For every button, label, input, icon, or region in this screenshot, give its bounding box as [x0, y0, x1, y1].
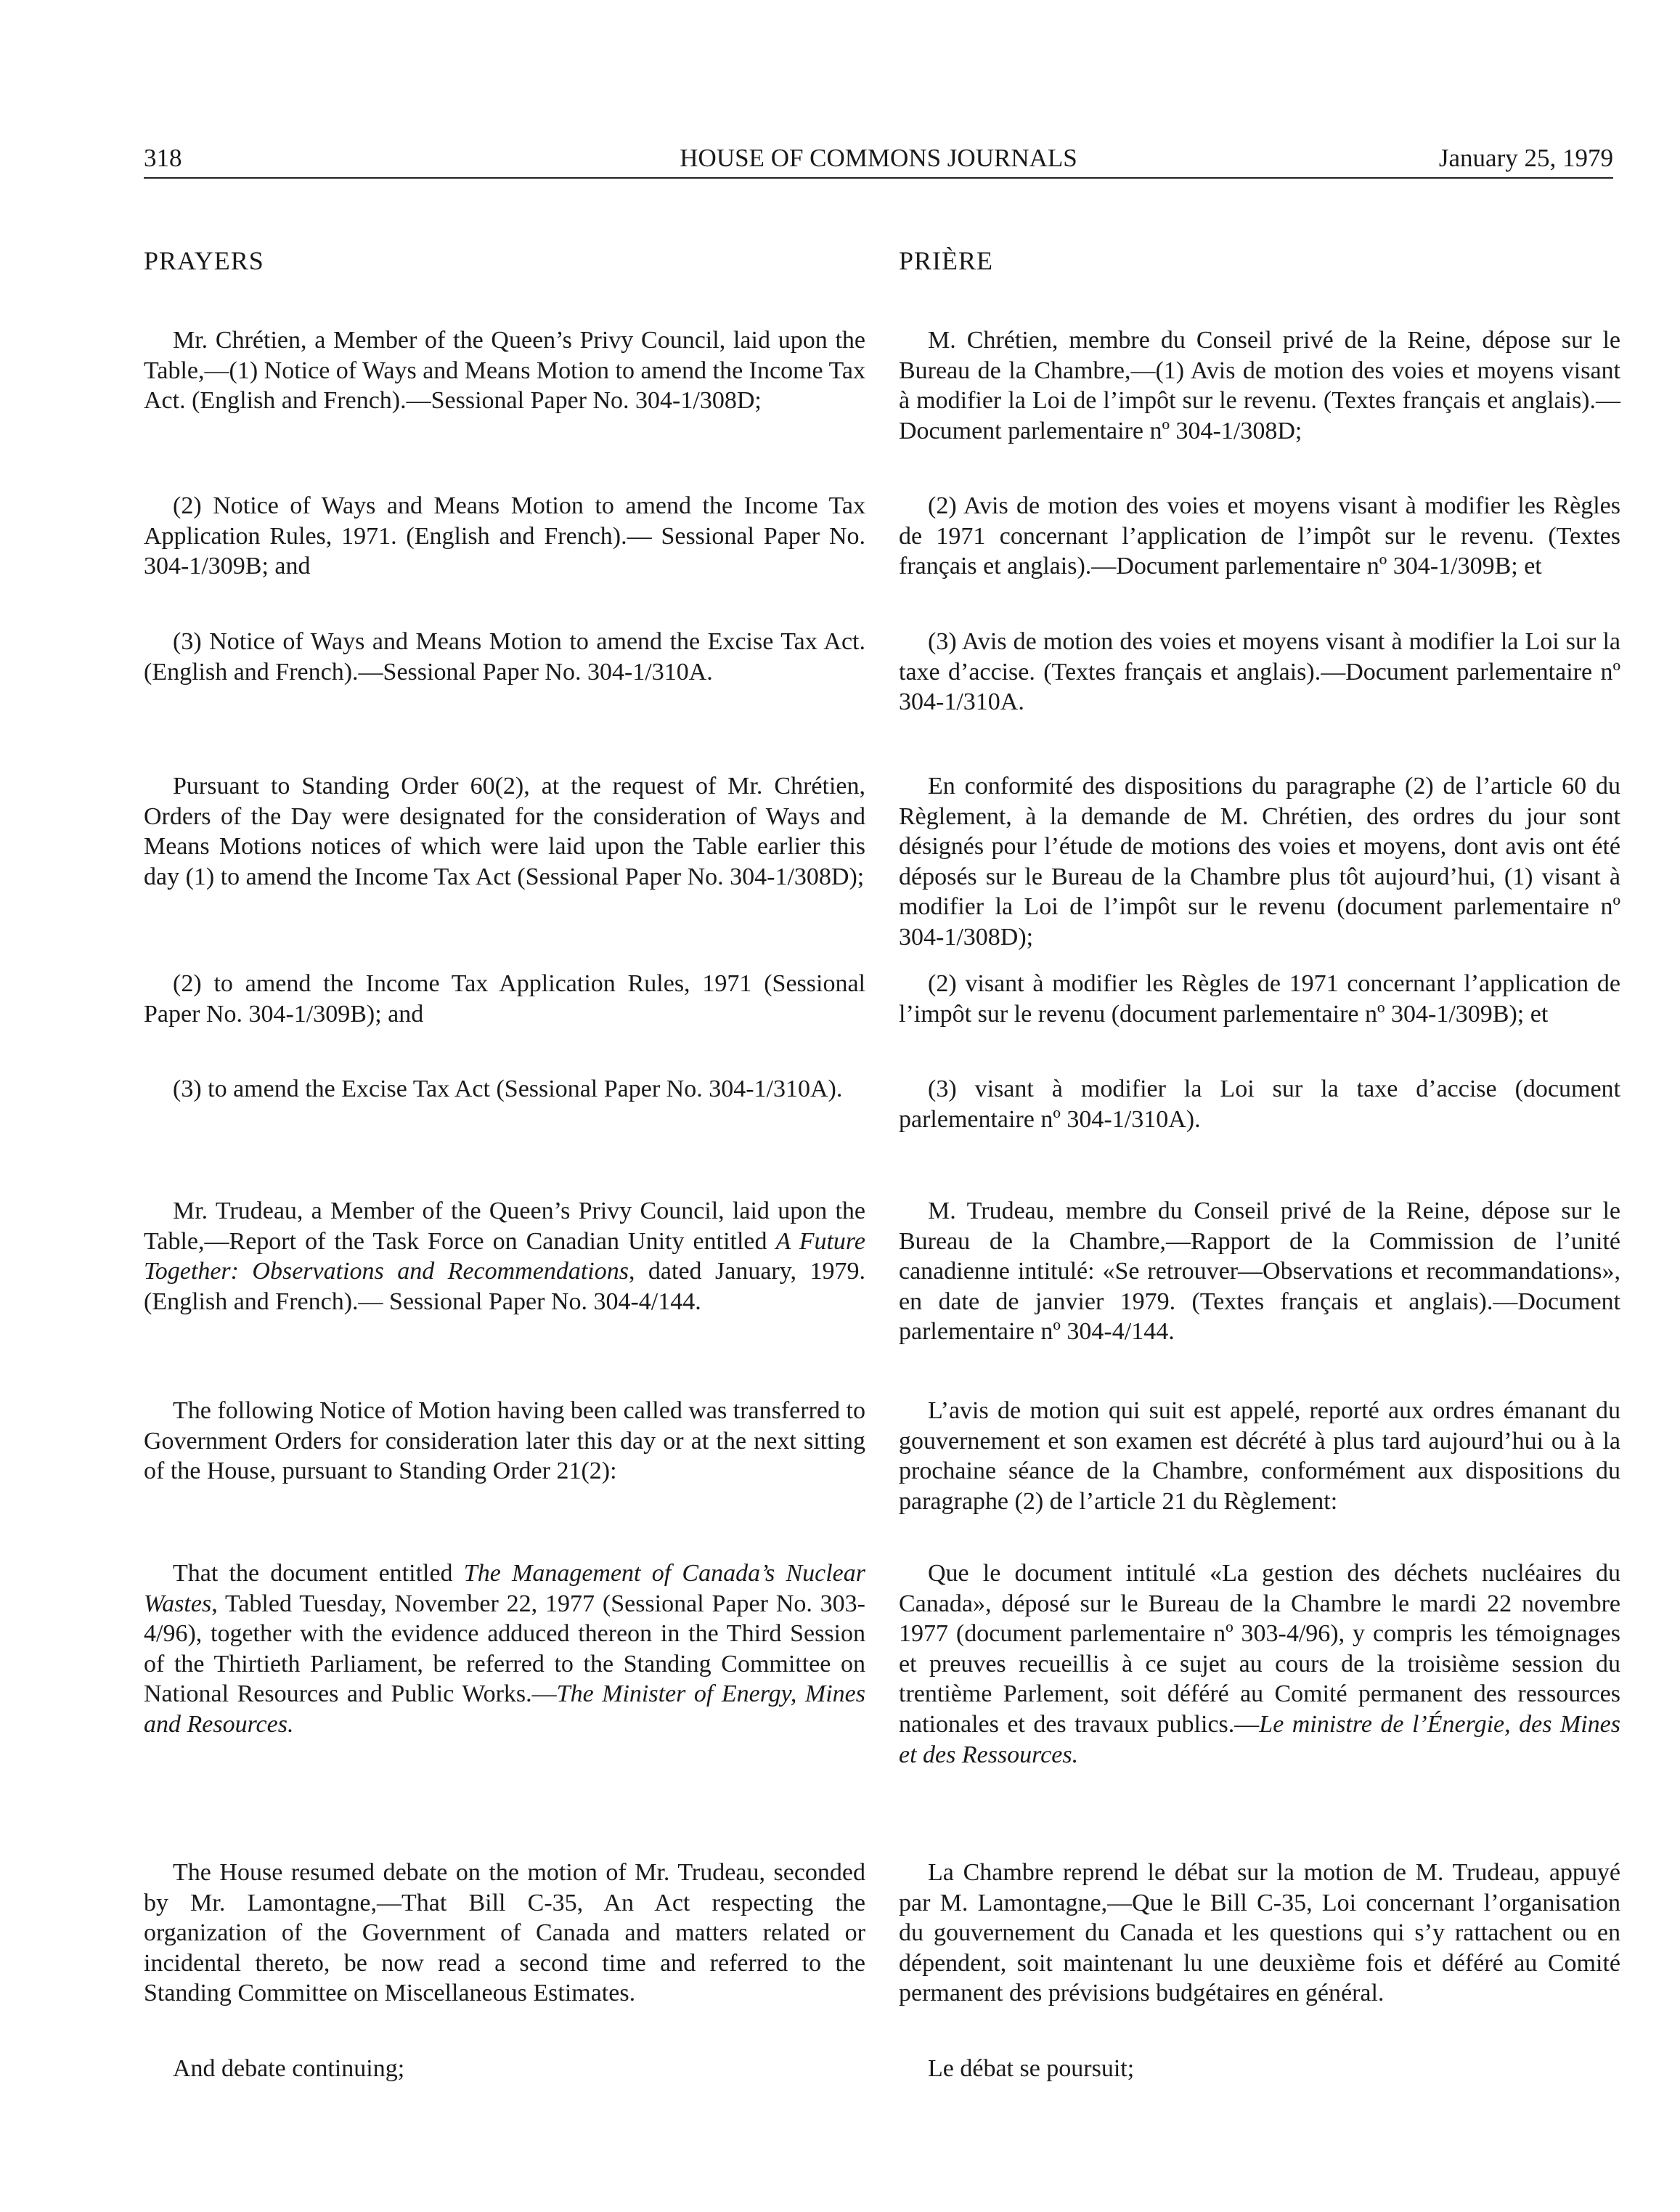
paragraph-fr-9 — [899, 1558, 1620, 1770]
paragraph-fr-6: (3) visant à modifier la Loi sur la taxe d’accise (document parlementaire nº 304-1/310A). — [899, 1075, 1620, 1133]
paragraph-fr-3: (3) Avis de motion des voies et moyens visant à modifier la Loi sur la taxe d’accise. (Textes français et anglais).—Document parlementaire nº 304-1/310A. — [899, 628, 1620, 716]
paragraph-en-2: (2) Notice of Ways and Means Motion to amend the Income Tax Application Rules, 1971. (English and French).— Sessional Paper No. 304-1/309B; and — [144, 492, 865, 580]
section-heading-priere: PRIÈRE — [899, 246, 994, 275]
paragraph-en-7-text-a: Mr. Trudeau, a Member of the Queen’s Privy Council, laid upon the Table,—Report of the Task Force on Canadian Unity entitled — [144, 1198, 865, 1255]
paragraph-fr-4: En conformité des dispositions du paragraphe (2) de l’article 60 du Règlement, à la demande de M. Chrétien, des ordres du jour sont désignés pour l’étude de motions des voies et moyens, dont avis ont été déposés sur le Bureau de la Chambre plus tôt aujourd’hui, (1) visant à modifier la Loi de l’impôt sur le revenu (document parlementaire nº 304-1/308D); — [899, 773, 1620, 951]
report-title: A Future Together: Observations and Recommendations — [144, 1227, 865, 1285]
page-number: 318 — [144, 144, 182, 172]
minister-signature: The Minister of Energy, Mines and Resources. — [144, 1680, 865, 1738]
paragraph-en-11: And debate continuing; — [173, 2055, 405, 2082]
paragraph-en-9-text-c: , Tabled Tuesday, November 22, 1977 (Sessional Paper No. 303-4/96), together with the evidence adduced thereon in the Third Session of the Thirtieth Parliament, be referred to the Standing Committee on National Resources and Public Works.— — [144, 1590, 865, 1708]
paragraph-en-9 — [144, 1558, 865, 1740]
paragraph-fr-7: M. Trudeau, membre du Conseil privé de la Reine, dépose sur le Bureau de la Chambre,—Rapport de la Commission de l’unité canadienne intitulé: «Se retrouver—Observations et recommandations», en date de janvier 1979. (Textes français et anglais).—Document parlementaire nº 304-4/144. — [899, 1198, 1620, 1346]
paragraph-en-9-text-a: That the document entitled — [173, 1560, 464, 1587]
minister-signature-fr: Le ministre de l’Énergie, des Mines et des Ressources. — [899, 1710, 1620, 1768]
paragraph-en-6: (3) to amend the Excise Tax Act (Sessional Paper No. 304-1/310A). — [173, 1075, 843, 1102]
paragraph-fr-1: M. Chrétien, membre du Conseil privé de la Reine, dépose sur le Bureau de la Chambre,—(1) Avis de motion des voies et moyens visant à modifier la Loi de l’impôt sur le revenu. (Textes français et anglais).—Document parlementaire nº 304-1/308D; — [899, 327, 1620, 444]
document-title: The Management of Canada’s Nuclear Wastes — [144, 1560, 865, 1617]
paragraph-en-8: The following Notice of Motion having been called was transferred to Government Orders for consideration later this day or at the next sitting of the House, pursuant to Standing Order 21(2): — [144, 1397, 865, 1485]
paragraph-en-10: The House resumed debate on the motion of Mr. Trudeau, seconded by Mr. Lamontagne,—That Bill C-35, An Act respecting the organization of the Government of Canada and matters related or incidental thereto, be now read a second time and referred to the Standing Committee on Miscellaneous Estimates. — [144, 1859, 865, 2007]
journal-title: HOUSE OF COMMONS JOURNALS — [680, 144, 1077, 172]
paragraph-en-4: Pursuant to Standing Order 60(2), at the request of Mr. Chrétien, Orders of the Day were designated for the consideration of Ways and Means Motions notices of which were laid upon the Table earlier this day (1) to amend the Income Tax Act (Sessional Paper No. 304-1/308D); — [144, 773, 865, 890]
paragraph-en-3: (3) Notice of Ways and Means Motion to amend the Excise Tax Act. (English and French).—Sessional Paper No. 304-1/310A. — [144, 628, 865, 686]
page-header — [144, 139, 1613, 179]
paragraph-fr-2: (2) Avis de motion des voies et moyens visant à modifier les Règles de 1971 concernant l’application de l’impôt sur le revenu. (Textes français et anglais).—Document parlementaire nº 304-1/309B; et — [899, 492, 1620, 580]
paragraph-fr-11: Le débat se poursuit; — [928, 2055, 1135, 2082]
paragraph-fr-8: L’avis de motion qui suit est appelé, reporté aux ordres émanant du gouvernement et son examen est décrété à plus tard aujourd’hui ou à la prochaine séance de la Chambre, conformément aux dispositions du paragraphe (2) de l’article 21 du Règlement: — [899, 1397, 1620, 1515]
section-heading-prayers: PRAYERS — [144, 246, 264, 275]
paragraph-en-7-text-c: , dated January, 1979. (English and French).— Sessional Paper No. 304-4/144. — [144, 1258, 865, 1315]
paragraph-fr-9-text-a: Que le document intitulé «La gestion des déchets nucléaires du Canada», déposé sur le Bureau de la Chambre le mardi 22 novembre 1977 (document parlementaire nº 303-4/96), y compris les témoignages et preuves recueillis à ce sujet au cours de la troisième session du trentième Parlement, soit déféré au Comité permanent des ressources nationales et des travaux publics.— — [899, 1560, 1620, 1738]
paragraph-fr-5: (2) visant à modifier les Règles de 1971 concernant l’application de l’impôt sur le revenu (document parlementaire nº 304-1/309B); et — [899, 970, 1620, 1028]
paragraph-en-1: Mr. Chrétien, a Member of the Queen’s Privy Council, laid upon the Table,—(1) Notice of Ways and Means Motion to amend the Income Tax Act. (English and French).—Sessional Paper No. 304-1/308D; — [144, 327, 865, 415]
paragraph-fr-10: La Chambre reprend le débat sur la motion de M. Trudeau, appuyé par M. Lamontagne,—Que le Bill C-35, Loi concernant l’organisation du gouvernement du Canada et les questions qui s’y rattachent ou en dépendent, soit maintenant lu une deuxième fois et déféré au Comité permanent des prévisions budgétaires en général. — [899, 1859, 1620, 2007]
journal-date: January 25, 1979 — [1438, 144, 1613, 172]
paragraph-en-7 — [144, 1196, 865, 1317]
paragraph-en-5: (2) to amend the Income Tax Application Rules, 1971 (Sessional Paper No. 304-1/309B); and — [144, 970, 865, 1028]
